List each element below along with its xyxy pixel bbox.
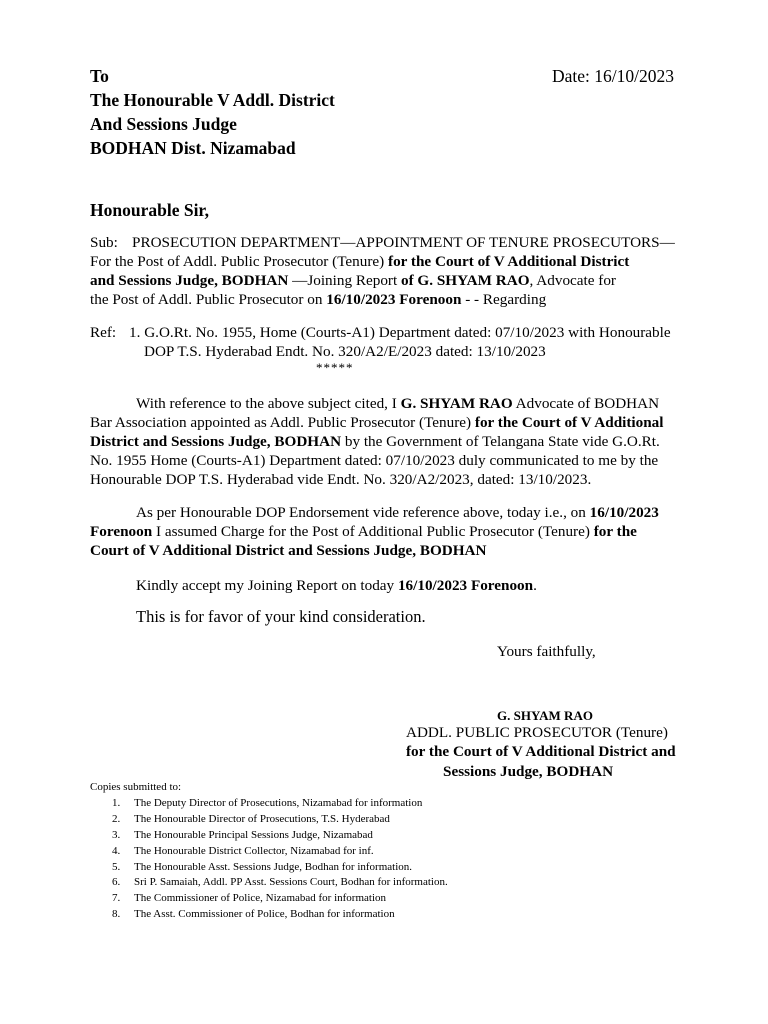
list-item (90, 828, 448, 844)
subject-regarding: - - Regarding (461, 291, 547, 308)
p2-text-a: As per Honourable DOP Endorsement vide reference above, today i.e., on (136, 504, 590, 521)
signature-court-line-2: Sessions Judge, BODHAN (443, 763, 614, 780)
salutation: Honourable Sir, (90, 200, 209, 220)
addressee-line-1: The Honourable V Addl. District (90, 90, 335, 110)
list-item (90, 796, 448, 812)
item-number: 1. (112, 797, 121, 809)
item-text: The Deputy Director of Prosecutions, Nizamabad for information (134, 797, 423, 809)
item-number: 5. (112, 860, 121, 873)
p1-appointed-text: Bar Association appointed as Addl. Public Prosecutor (Tenure) (90, 414, 475, 431)
subject-advocate-label: , Advocate for (529, 272, 616, 289)
subject-line-2-bold: for the Court of V Additional District (388, 253, 630, 270)
p2-date: 16/10/2023 (589, 504, 659, 521)
reference-line-2: DOP T.S. Hyderabad Endt. No. 320/A2/E/2023 dated: 13/10/2023 (144, 343, 546, 360)
item-number: 8. (112, 908, 121, 921)
paragraph-1-line-1 (90, 394, 746, 413)
item-number: 2. (112, 812, 121, 825)
copies-heading: Copies submitted to: (90, 781, 182, 793)
subject-joining-report: —Joining Report (288, 272, 401, 289)
reference-line-1: 1. G.O.Rt. No. 1955, Home (Courts-A1) Department dated: 07/10/2023 with Honourable (129, 324, 671, 341)
p2-for-the: for the (593, 523, 637, 540)
list-item (90, 891, 448, 907)
paragraph-consideration: This is for favor of your kind consideration. (136, 607, 426, 626)
list-item (90, 907, 448, 923)
subject-line-2-text: For the Post of Addl. Public Prosecutor (Tenure) (90, 253, 389, 270)
copies-list (90, 796, 448, 923)
subject-court-name: and Sessions Judge, BODHAN (90, 272, 289, 289)
p1-text-a: With reference to the above subject cited, I (136, 395, 401, 412)
item-text: The Commissioner of Police, Nizamabad for information (134, 892, 387, 905)
item-number: 3. (112, 828, 121, 841)
item-text: The Honourable Director of Prosecutions, T.S. Hyderabad (134, 812, 390, 825)
paragraph-1-line-4: No. 1955 Home (Courts-A1) Department dated: 07/10/2023 duly communicated to me by the (90, 452, 659, 469)
paragraph-1-line-2 (90, 413, 746, 432)
addressee-line-3: BODHAN Dist. Nizamabad (90, 138, 296, 158)
paragraph-1-line-3 (90, 432, 746, 451)
p3-period: . (533, 577, 537, 594)
paragraph-1-line-5: Honourable DOP T.S. Hyderabad vide Endt. No. 320/A2/2023, dated: 13/10/2023. (90, 471, 592, 488)
paragraph-accept-report (136, 576, 537, 595)
signature-name: G. SHYAM RAO (497, 708, 593, 723)
closing-yours-faithfully: Yours faithfully, (497, 643, 596, 660)
p1-court-bold: for the Court of V Additional (474, 414, 664, 431)
subject-advocate-name: of G. SHYAM RAO (400, 272, 530, 289)
subject-joining-date: 16/10/2023 Forenoon (326, 291, 462, 308)
addressee-line-2: And Sessions Judge (90, 114, 237, 134)
list-item (90, 844, 448, 860)
subject-line-3 (90, 271, 616, 290)
signature-court-line-1: for the Court of V Additional District and (406, 743, 676, 760)
p1-text-c: Advocate of BODHAN (512, 395, 660, 412)
item-text: Sri P. Samaiah, Addl. PP Asst. Sessions Court, Bodhan for information. (134, 876, 448, 889)
section-separator-stars: ***** (316, 360, 354, 375)
subject-line-2 (90, 252, 629, 271)
letter-date: Date: 16/10/2023 (552, 66, 674, 86)
item-number: 7. (112, 892, 121, 905)
subject-line-1: PROSECUTION DEPARTMENT—APPOINTMENT OF TENURE PROSECUTORS— (132, 234, 675, 251)
reference-label: Ref: (90, 324, 117, 341)
item-text: The Honourable Principal Sessions Judge, Nizamabad (134, 828, 373, 841)
list-item (90, 812, 448, 828)
p3-date: 16/10/2023 Forenoon (397, 577, 534, 594)
p3-text: Kindly accept my Joining Report on today (136, 577, 398, 594)
paragraph-reference-cited (90, 394, 746, 489)
p1-government-text: by the Government of Telangana State vide G.O.Rt. (341, 433, 660, 450)
p1-advocate-name: G. SHYAM RAO (400, 395, 513, 412)
paragraph-2-line-2 (90, 522, 746, 541)
list-item (90, 860, 448, 876)
subject-post-text: the Post of Addl. Public Prosecutor on (90, 291, 327, 308)
item-number: 6. (112, 876, 121, 889)
signature-designation: ADDL. PUBLIC PROSECUTOR (Tenure) (406, 724, 668, 741)
item-number: 4. (112, 844, 121, 857)
subject-line-4 (90, 290, 546, 309)
paragraph-2-line-1 (90, 503, 746, 522)
paragraph-2-line-3: Court of V Additional District and Sessions Judge, BODHAN (90, 542, 487, 559)
list-item (90, 875, 448, 891)
p2-forenoon: Forenoon (90, 523, 153, 540)
subject-label: Sub: (90, 234, 118, 251)
p2-assumed-text: I assumed Charge for the Post of Additional Public Prosecutor (Tenure) (152, 523, 594, 540)
item-text: The Asst. Commissioner of Police, Bodhan for information (134, 908, 395, 921)
item-text: The Honourable District Collector, Nizamabad for inf. (134, 844, 374, 857)
item-text: The Honourable Asst. Sessions Judge, Bodhan for information. (134, 860, 413, 873)
paragraph-assumed-charge (90, 503, 746, 560)
to-label: To (90, 66, 109, 86)
p1-court-bold-2: District and Sessions Judge, BODHAN (90, 433, 342, 450)
